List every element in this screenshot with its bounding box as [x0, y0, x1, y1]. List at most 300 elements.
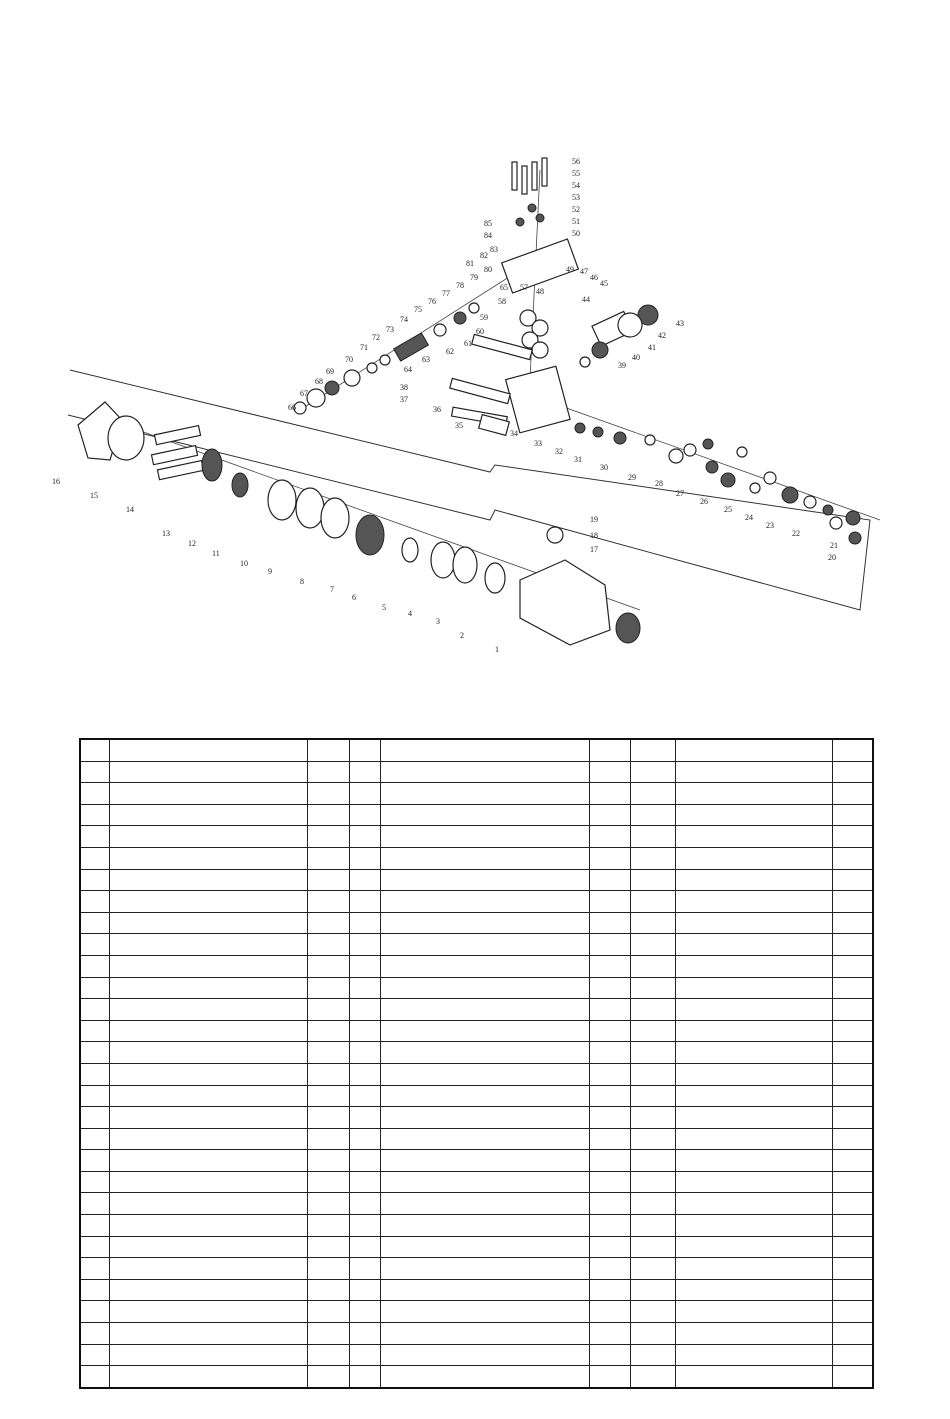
table-cell [630, 999, 675, 1021]
callout-label-63: 63 [422, 355, 430, 364]
table-cell [380, 739, 589, 761]
table-cell [380, 1215, 589, 1237]
callout-label-41: 41 [648, 343, 656, 352]
table-cell [832, 1042, 873, 1064]
table-cell [832, 912, 873, 934]
table-cell [80, 1215, 109, 1237]
table-cell [380, 1366, 589, 1388]
callout-label-44: 44 [582, 295, 590, 304]
callout-label-19: 19 [590, 515, 598, 524]
table-cell [832, 934, 873, 956]
callout-label-78: 78 [456, 281, 464, 290]
callout-label-70: 70 [345, 355, 353, 364]
table-cell [349, 1042, 380, 1064]
table-row [80, 1042, 873, 1064]
table-cell [349, 1236, 380, 1258]
table-cell [109, 739, 307, 761]
table-cell [307, 761, 349, 783]
table-cell [675, 1107, 832, 1129]
table-cell [80, 912, 109, 934]
table-cell [380, 999, 589, 1021]
callout-label-2: 2 [460, 631, 464, 640]
table-row [80, 783, 873, 805]
table-cell [380, 1042, 589, 1064]
table-cell [349, 826, 380, 848]
table-cell [349, 1366, 380, 1388]
table-cell [675, 869, 832, 891]
table-cell [675, 1366, 832, 1388]
table-row [80, 891, 873, 913]
table-cell [349, 761, 380, 783]
table-cell [832, 1128, 873, 1150]
table-cell [349, 804, 380, 826]
callout-label-54: 54 [572, 181, 580, 190]
table-cell [589, 1020, 630, 1042]
table-cell [349, 1344, 380, 1366]
table-cell [80, 1258, 109, 1280]
table-cell [589, 1150, 630, 1172]
table-cell [630, 847, 675, 869]
table-cell [589, 783, 630, 805]
callout-label-76: 76 [428, 297, 436, 306]
table-cell [380, 1063, 589, 1085]
callout-label-75: 75 [414, 305, 422, 314]
table-cell [380, 912, 589, 934]
table-cell [109, 1128, 307, 1150]
table-row [80, 1107, 873, 1129]
table-cell [630, 1128, 675, 1150]
table-cell [589, 1171, 630, 1193]
table-cell [349, 977, 380, 999]
table-cell [675, 1085, 832, 1107]
table-cell [589, 869, 630, 891]
table-cell [589, 1301, 630, 1323]
table-cell [349, 934, 380, 956]
table-cell [349, 1215, 380, 1237]
callout-label-21: 21 [830, 541, 838, 550]
table-cell [349, 1020, 380, 1042]
table-cell [589, 999, 630, 1021]
table-cell [307, 1107, 349, 1129]
table-cell [80, 1193, 109, 1215]
table-cell [630, 826, 675, 848]
table-cell [307, 1236, 349, 1258]
callout-label-68: 68 [315, 377, 323, 386]
table-cell [675, 1236, 832, 1258]
table-cell [109, 847, 307, 869]
table-row [80, 1258, 873, 1280]
table-cell [630, 869, 675, 891]
table-cell [589, 977, 630, 999]
callout-label-20: 20 [828, 553, 836, 562]
callout-label-85: 85 [484, 219, 492, 228]
table-cell [109, 934, 307, 956]
callout-label-58: 58 [498, 297, 506, 306]
callout-label-66: 66 [288, 403, 296, 412]
table-cell [109, 826, 307, 848]
table-cell [675, 1020, 832, 1042]
callout-label-59: 59 [480, 313, 488, 322]
table-cell [630, 1258, 675, 1280]
callout-label-81: 81 [466, 259, 474, 268]
table-cell [380, 783, 589, 805]
callout-label-40: 40 [632, 353, 640, 362]
table-cell [630, 1042, 675, 1064]
table-row [80, 934, 873, 956]
table-cell [349, 1128, 380, 1150]
table-cell [832, 847, 873, 869]
table-cell [349, 783, 380, 805]
table-cell [832, 739, 873, 761]
table-cell [109, 1020, 307, 1042]
table-cell [349, 1279, 380, 1301]
table-cell [630, 1301, 675, 1323]
table-cell [380, 1236, 589, 1258]
table-cell [832, 869, 873, 891]
table-cell [589, 804, 630, 826]
table-cell [380, 1171, 589, 1193]
table-cell [380, 1085, 589, 1107]
table-cell [307, 869, 349, 891]
table-cell [307, 1020, 349, 1042]
callout-label-4: 4 [408, 609, 412, 618]
table-cell [589, 1107, 630, 1129]
callout-label-17: 17 [590, 545, 598, 554]
table-row [80, 1366, 873, 1388]
callout-label-71: 71 [360, 343, 368, 352]
table-cell [307, 739, 349, 761]
table-row [80, 1279, 873, 1301]
table-cell [307, 804, 349, 826]
table-cell [589, 1128, 630, 1150]
callout-label-51: 51 [572, 217, 580, 226]
callout-label-38: 38 [400, 383, 408, 392]
table-cell [80, 1150, 109, 1172]
table-cell [832, 1366, 873, 1388]
table-cell [109, 1344, 307, 1366]
callout-label-60: 60 [476, 327, 484, 336]
table-row [80, 955, 873, 977]
table-cell [675, 912, 832, 934]
table-cell [109, 999, 307, 1021]
table-cell [630, 1236, 675, 1258]
table-cell [349, 955, 380, 977]
table-cell [109, 1258, 307, 1280]
table-cell [832, 1063, 873, 1085]
callout-label-62: 62 [446, 347, 454, 356]
table-cell [80, 783, 109, 805]
table-cell [630, 783, 675, 805]
callout-label-47: 47 [580, 267, 588, 276]
table-cell [675, 761, 832, 783]
callout-label-45: 45 [600, 279, 608, 288]
table-cell [307, 1344, 349, 1366]
table-cell [349, 1323, 380, 1345]
table-cell [349, 999, 380, 1021]
table-cell [80, 1042, 109, 1064]
callout-label-77: 77 [442, 289, 450, 298]
table-cell [109, 1085, 307, 1107]
table-cell [630, 934, 675, 956]
table-cell [630, 1020, 675, 1042]
table-cell [630, 1085, 675, 1107]
table-cell [832, 761, 873, 783]
callout-label-69: 69 [326, 367, 334, 376]
table-cell [675, 934, 832, 956]
table-cell [832, 1171, 873, 1193]
table-cell [109, 891, 307, 913]
table-row [80, 1215, 873, 1237]
table-cell [380, 934, 589, 956]
table-cell [80, 1236, 109, 1258]
table-cell [307, 934, 349, 956]
table-cell [630, 761, 675, 783]
table-cell [832, 783, 873, 805]
callout-label-3: 3 [436, 617, 440, 626]
callout-label-55: 55 [572, 169, 580, 178]
table-cell [630, 977, 675, 999]
table-cell [380, 1150, 589, 1172]
table-cell [349, 1085, 380, 1107]
table-cell [380, 1344, 589, 1366]
parts-list-table [79, 738, 874, 1389]
table-cell [589, 1258, 630, 1280]
table-cell [80, 955, 109, 977]
table-cell [80, 1171, 109, 1193]
table-cell [630, 804, 675, 826]
table-cell [80, 1063, 109, 1085]
callout-label-43: 43 [676, 319, 684, 328]
table-cell [80, 891, 109, 913]
table-cell [380, 1301, 589, 1323]
table-cell [349, 1258, 380, 1280]
table-row [80, 739, 873, 761]
table-cell [630, 1344, 675, 1366]
table-cell [675, 1215, 832, 1237]
exploded-parts-diagram [0, 140, 950, 680]
table-cell [630, 891, 675, 913]
table-cell [307, 847, 349, 869]
table-row [80, 1193, 873, 1215]
table-cell [80, 826, 109, 848]
table-cell [832, 1107, 873, 1129]
table-cell [80, 1301, 109, 1323]
callout-label-34: 34 [510, 429, 518, 438]
table-cell [589, 1042, 630, 1064]
callout-label-46: 46 [590, 273, 598, 282]
table-cell [80, 739, 109, 761]
table-row [80, 1085, 873, 1107]
callout-label-49: 49 [566, 265, 574, 274]
table-cell [675, 1193, 832, 1215]
callout-label-24: 24 [745, 513, 753, 522]
table-row [80, 1236, 873, 1258]
table-cell [307, 1128, 349, 1150]
table-cell [589, 847, 630, 869]
table-cell [307, 826, 349, 848]
table-cell [80, 1085, 109, 1107]
table-row [80, 912, 873, 934]
table-cell [589, 891, 630, 913]
table-cell [589, 1063, 630, 1085]
table-cell [109, 1301, 307, 1323]
table-cell [307, 999, 349, 1021]
table-cell [349, 1301, 380, 1323]
table-cell [80, 1107, 109, 1129]
callout-label-6: 6 [352, 593, 356, 602]
callout-label-73: 73 [386, 325, 394, 334]
table-cell [80, 804, 109, 826]
callout-label-83: 83 [490, 245, 498, 254]
table-cell [832, 1193, 873, 1215]
table-cell [80, 1323, 109, 1345]
callout-label-36: 36 [433, 405, 441, 414]
table-cell [109, 1150, 307, 1172]
table-cell [589, 826, 630, 848]
table-cell [80, 977, 109, 999]
callout-label-23: 23 [766, 521, 774, 530]
table-cell [109, 1063, 307, 1085]
callout-label-29: 29 [628, 473, 636, 482]
callout-label-50: 50 [572, 229, 580, 238]
callout-label-12: 12 [188, 539, 196, 548]
table-cell [380, 1193, 589, 1215]
table-cell [109, 955, 307, 977]
table-cell [380, 955, 589, 977]
table-cell [675, 1323, 832, 1345]
table-cell [832, 804, 873, 826]
callout-label-42: 42 [658, 331, 666, 340]
table-cell [832, 1236, 873, 1258]
table-cell [80, 1020, 109, 1042]
table-cell [307, 1323, 349, 1345]
table-cell [80, 1366, 109, 1388]
table-cell [307, 1366, 349, 1388]
callout-label-22: 22 [792, 529, 800, 538]
table-cell [109, 804, 307, 826]
table-cell [630, 1150, 675, 1172]
table-cell [349, 739, 380, 761]
table-cell [80, 999, 109, 1021]
table-cell [832, 1279, 873, 1301]
table-row [80, 999, 873, 1021]
table-cell [380, 804, 589, 826]
table-cell [832, 891, 873, 913]
table-cell [109, 1215, 307, 1237]
motor-side-series [575, 305, 861, 544]
table-cell [630, 1193, 675, 1215]
table-cell [109, 1366, 307, 1388]
table-cell [80, 1128, 109, 1150]
callout-label-28: 28 [655, 479, 663, 488]
callout-label-14: 14 [126, 505, 134, 514]
table-cell [675, 955, 832, 977]
table-cell [380, 891, 589, 913]
table-cell [630, 1279, 675, 1301]
table-cell [675, 1150, 832, 1172]
callout-label-16: 16 [52, 477, 60, 486]
table-cell [80, 761, 109, 783]
table-cell [589, 761, 630, 783]
callout-label-5: 5 [382, 603, 386, 612]
callout-label-84: 84 [484, 231, 492, 240]
table-cell [589, 1215, 630, 1237]
table-cell [675, 783, 832, 805]
table-cell [307, 1042, 349, 1064]
table-row [80, 977, 873, 999]
table-row [80, 1344, 873, 1366]
callout-label-11: 11 [212, 549, 220, 558]
table-cell [630, 1063, 675, 1085]
table-cell [307, 1301, 349, 1323]
table-cell [589, 912, 630, 934]
table-cell [109, 783, 307, 805]
table-cell [349, 1107, 380, 1129]
callout-label-9: 9 [268, 567, 272, 576]
table-cell [589, 1236, 630, 1258]
table-cell [675, 1279, 832, 1301]
callout-label-53: 53 [572, 193, 580, 202]
table-row [80, 761, 873, 783]
table-cell [589, 934, 630, 956]
table-cell [349, 1193, 380, 1215]
table-cell [675, 977, 832, 999]
table-cell [109, 1279, 307, 1301]
table-cell [832, 1085, 873, 1107]
table-cell [832, 1323, 873, 1345]
callout-label-31: 31 [574, 455, 582, 464]
callout-label-65: 65 [500, 283, 508, 292]
callout-label-13: 13 [162, 529, 170, 538]
table-cell [380, 761, 589, 783]
table-cell [307, 1215, 349, 1237]
table-cell [832, 1150, 873, 1172]
table-cell [832, 1301, 873, 1323]
table-cell [675, 739, 832, 761]
callout-label-1: 1 [495, 645, 499, 654]
table-cell [675, 891, 832, 913]
parts-table-body [80, 739, 873, 1388]
table-cell [675, 1128, 832, 1150]
callout-label-61: 61 [464, 339, 472, 348]
table-row [80, 826, 873, 848]
callout-label-52: 52 [572, 205, 580, 214]
callout-label-82: 82 [480, 251, 488, 260]
table-cell [109, 1171, 307, 1193]
callout-label-25: 25 [724, 505, 732, 514]
table-row [80, 869, 873, 891]
table-cell [589, 1366, 630, 1388]
table-cell [589, 1279, 630, 1301]
table-row [80, 1301, 873, 1323]
table-cell [307, 891, 349, 913]
table-cell [380, 869, 589, 891]
table-cell [380, 826, 589, 848]
callout-label-80: 80 [484, 265, 492, 274]
table-cell [307, 1171, 349, 1193]
table-cell [832, 1215, 873, 1237]
table-cell [675, 847, 832, 869]
table-cell [307, 1085, 349, 1107]
callout-label-30: 30 [600, 463, 608, 472]
table-row [80, 1020, 873, 1042]
table-row [80, 847, 873, 869]
table-cell [307, 1193, 349, 1215]
table-cell [307, 783, 349, 805]
table-cell [832, 1344, 873, 1366]
table-cell [80, 1279, 109, 1301]
callout-label-79: 79 [470, 273, 478, 282]
